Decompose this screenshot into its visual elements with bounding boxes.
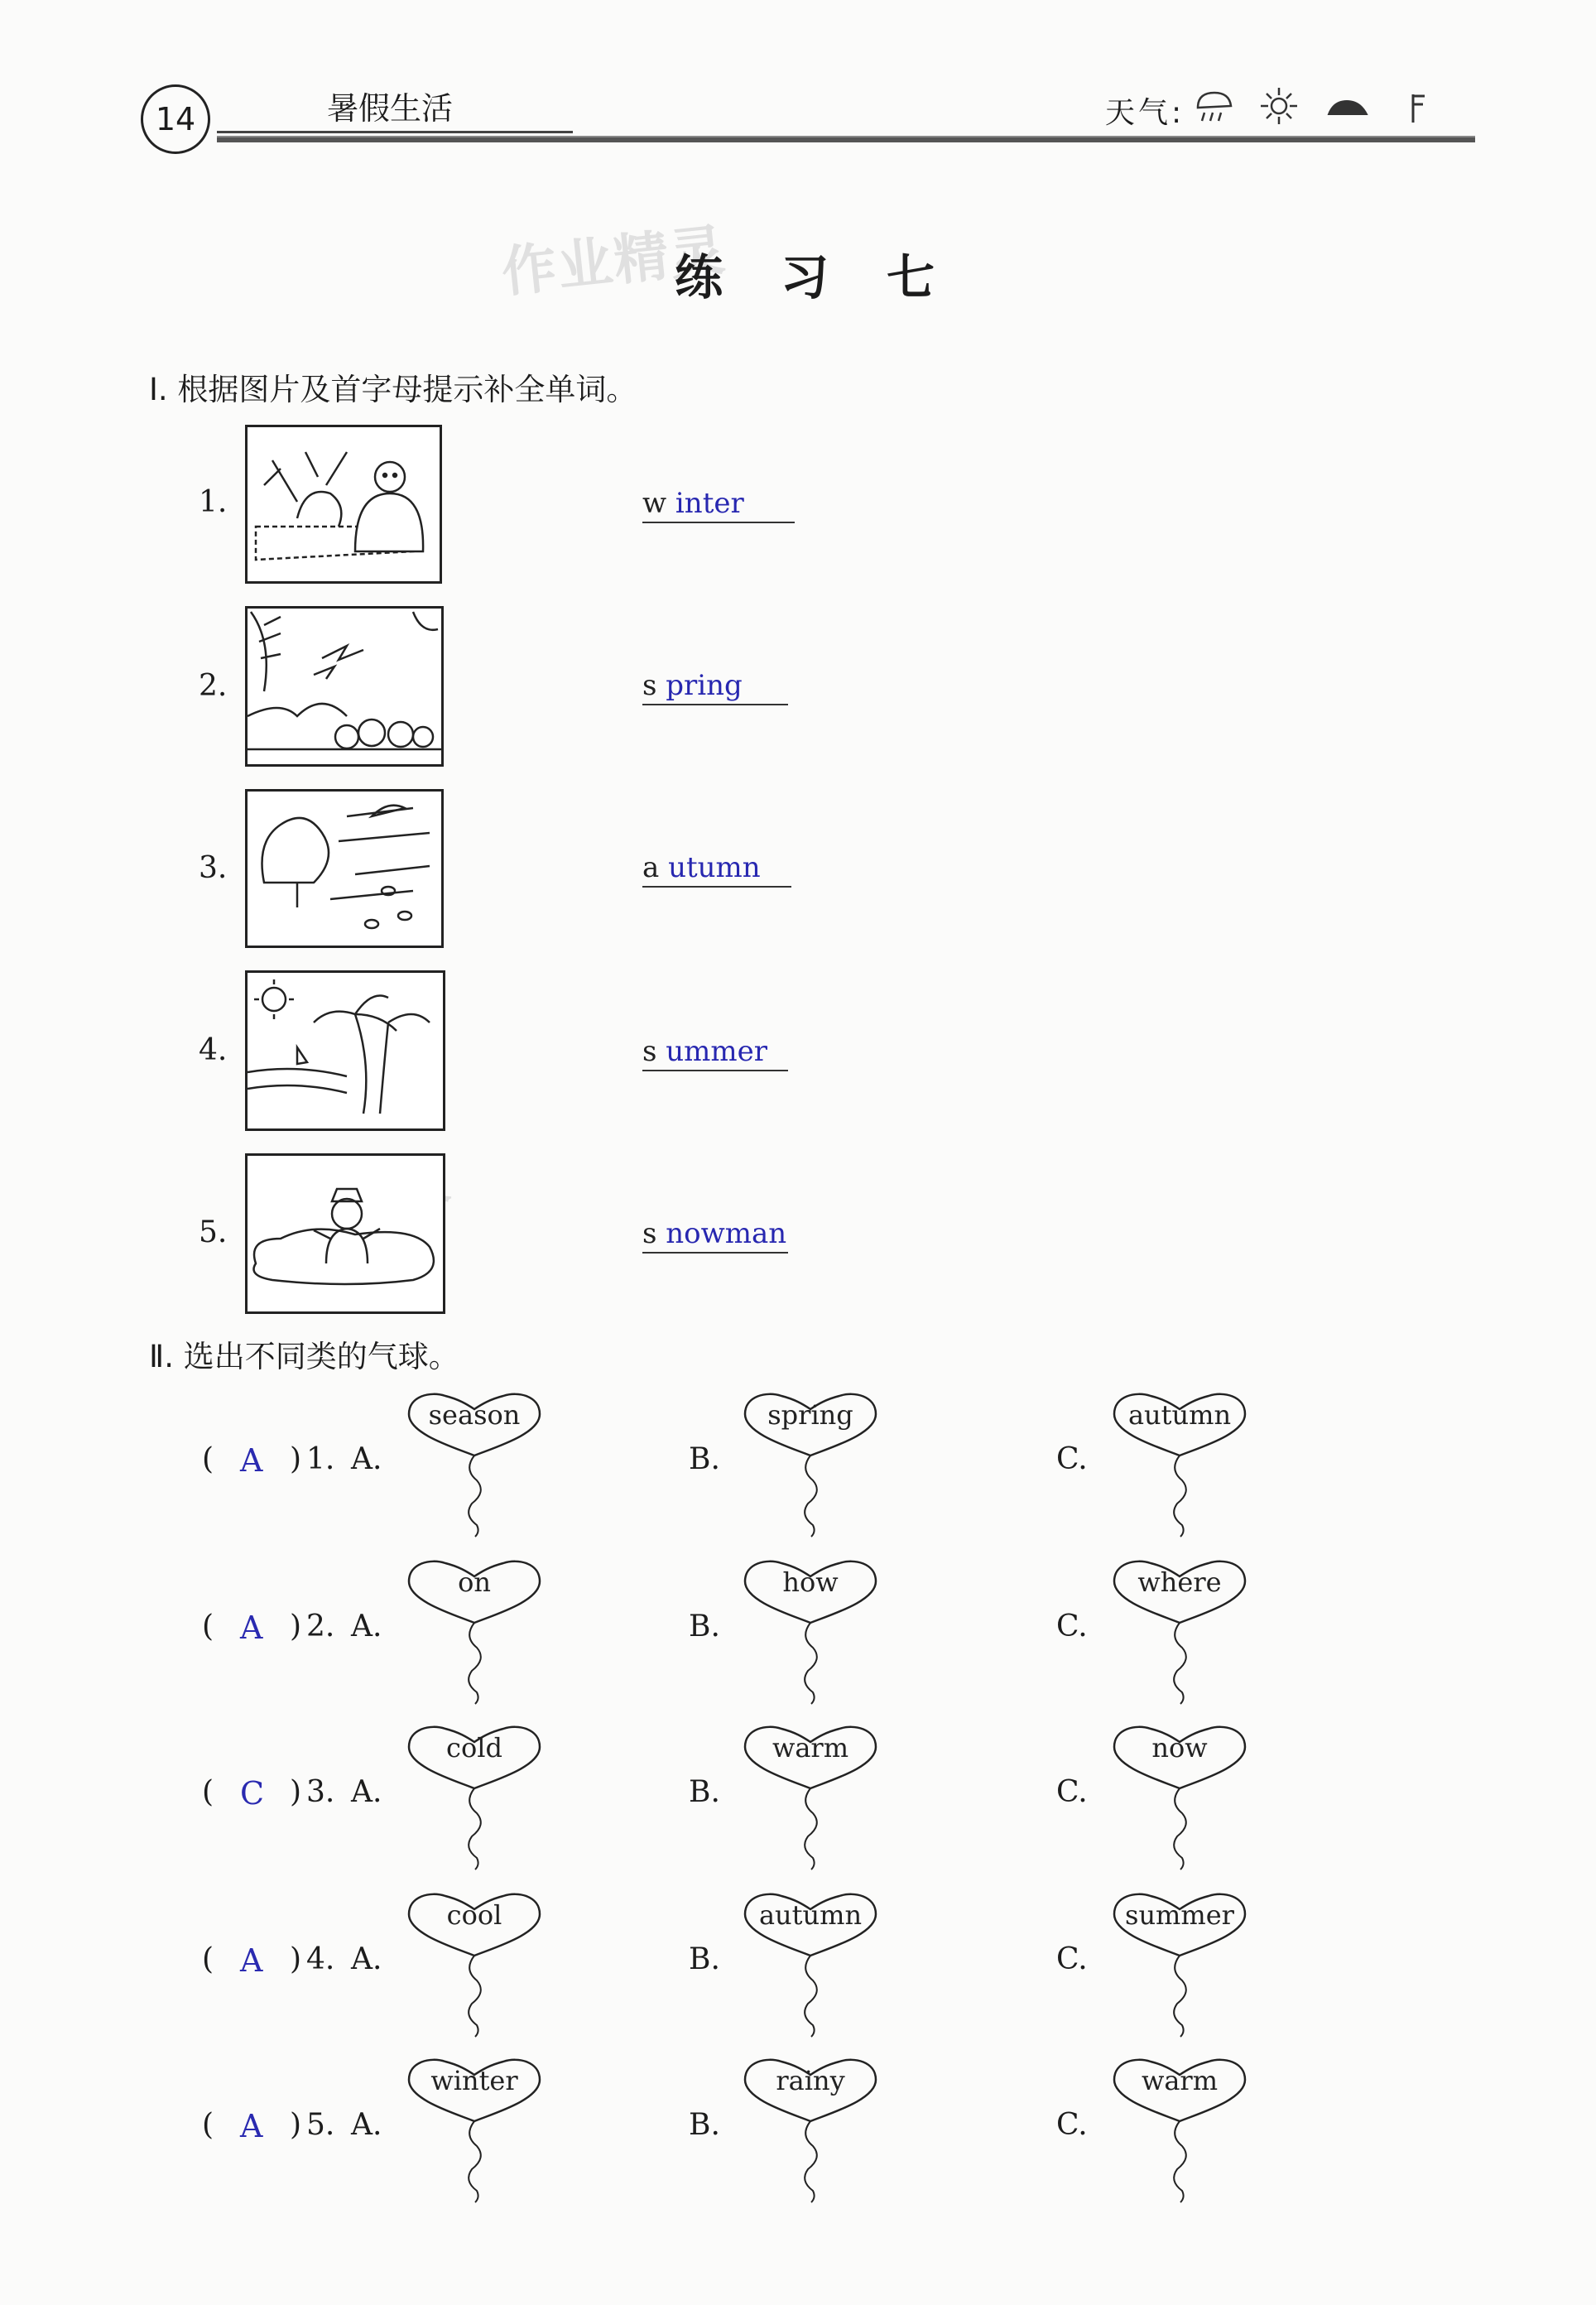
option-label: B. (689, 2108, 720, 2142)
question-number: 5. (306, 2108, 335, 2142)
option-label: B. (689, 1942, 720, 1976)
snowman-picture (245, 1153, 445, 1314)
filled-word: nowman (666, 1217, 787, 1250)
option-label: B. (689, 1775, 720, 1809)
balloon (1109, 1891, 1250, 2040)
balloon (1109, 1558, 1250, 1707)
answer-3 (642, 851, 761, 884)
filled-word: inter (675, 487, 744, 520)
balloon (740, 1558, 881, 1707)
wind-icon (1413, 94, 1425, 123)
balloon-string (469, 1623, 481, 1704)
open-paren: ( (202, 1610, 214, 1643)
first-letter: s (642, 1035, 657, 1068)
balloon-string (1174, 1788, 1186, 1870)
balloon-word: rainy (776, 2065, 845, 2096)
balloon-word: season (428, 1399, 521, 1431)
option-label: B. (689, 1442, 720, 1476)
first-letter: w (642, 487, 667, 520)
balloon (404, 1724, 545, 1873)
balloon-string (805, 1456, 817, 1537)
section-2-heading: Ⅱ. 选出不同类的气球。 (149, 1339, 459, 1374)
cloud-icon (1329, 101, 1367, 114)
item-number: 4. (199, 1033, 228, 1067)
item-number: 1. (199, 485, 228, 519)
balloon-string (1174, 1956, 1186, 2037)
open-paren: ( (202, 2108, 214, 2142)
balloon-string (469, 2121, 481, 2202)
balloon-string (805, 1623, 817, 1704)
balloon-word: warm (1141, 2065, 1219, 2096)
question-number: 1. (306, 1442, 335, 1476)
autumn-picture (245, 789, 444, 948)
option-label: C. (1056, 1610, 1088, 1643)
item-number: 3. (199, 851, 228, 885)
balloon-word: spring (767, 1399, 853, 1431)
rain-icon (1198, 93, 1231, 121)
header-rule (217, 136, 1475, 142)
sun-icon (1261, 88, 1297, 124)
balloon-word: cool (446, 1899, 502, 1931)
spring-picture (245, 606, 444, 767)
answer-5 (642, 1217, 786, 1250)
answer-2 (642, 669, 743, 702)
first-letter: s (642, 669, 657, 702)
balloon (1109, 2057, 1250, 2206)
option-label: B. (689, 1610, 720, 1643)
answer-letter: A (240, 1442, 263, 1479)
option-label: C. (1056, 2108, 1088, 2142)
close-paren: ) (290, 2108, 302, 2142)
balloon-string (1174, 1456, 1186, 1537)
filled-word: pring (666, 669, 743, 702)
header-rule-short (217, 131, 573, 133)
balloon-string (805, 2121, 817, 2202)
question-number: 4. (306, 1942, 335, 1976)
option-label: C. (1056, 1942, 1088, 1976)
balloon-string (805, 1956, 817, 2037)
balloon (404, 1891, 545, 2040)
answer-letter: C (240, 1775, 265, 1812)
option-label: A. (351, 1442, 382, 1476)
first-letter: a (642, 851, 660, 884)
watermark: 作业精灵 (498, 217, 729, 305)
balloon-word: on (458, 1566, 491, 1598)
balloon-string (1174, 2121, 1186, 2202)
balloon-string (1174, 1623, 1186, 1704)
weather-label: 天气: (1105, 96, 1185, 130)
balloon (740, 1391, 881, 1540)
open-paren: ( (202, 1442, 214, 1476)
option-label: A. (351, 1775, 382, 1809)
close-paren: ) (290, 1610, 302, 1643)
balloon (740, 1891, 881, 2040)
answer-line (642, 522, 795, 523)
filled-word: utumn (668, 851, 761, 884)
balloon-string (469, 1956, 481, 2037)
item-number: 5. (199, 1215, 228, 1249)
answer-letter: A (240, 1942, 263, 1979)
close-paren: ) (290, 1442, 302, 1476)
close-paren: ) (290, 1942, 302, 1976)
balloon (1109, 1391, 1250, 1540)
balloon (1109, 1724, 1250, 1873)
balloon (404, 2057, 545, 2206)
balloon-word: winter (430, 2065, 518, 2096)
question-number: 2. (306, 1610, 335, 1643)
filled-word: ummer (666, 1035, 768, 1068)
balloon-word: how (782, 1566, 839, 1598)
balloon-word: summer (1125, 1899, 1234, 1931)
balloon-string (469, 1788, 481, 1870)
first-letter: s (642, 1217, 657, 1250)
balloon-word: now (1151, 1732, 1208, 1764)
option-label: C. (1056, 1775, 1088, 1809)
running-title: 暑假生活 (327, 90, 454, 127)
answer-line (642, 886, 791, 888)
balloon-word: warm (772, 1732, 849, 1764)
weather-icons (1196, 86, 1469, 129)
summer-picture (245, 970, 445, 1131)
answer-line (642, 704, 788, 705)
answer-letter: A (240, 1610, 263, 1646)
option-label: C. (1056, 1442, 1088, 1476)
balloon-word: autumn (1127, 1399, 1232, 1431)
option-label: A. (351, 1942, 382, 1976)
balloon-word: where (1137, 1566, 1222, 1598)
balloon (740, 2057, 881, 2206)
balloon-word: autumn (758, 1899, 863, 1931)
question-number: 3. (306, 1775, 335, 1809)
balloon-string (469, 1456, 481, 1537)
open-paren: ( (202, 1775, 214, 1809)
close-paren: ) (290, 1775, 302, 1809)
balloon (404, 1558, 545, 1707)
exercise-title: 练习七 (675, 249, 993, 306)
watermark: 作业精灵 (244, 1151, 455, 1230)
open-paren: ( (202, 1942, 214, 1976)
item-number: 2. (199, 669, 228, 703)
option-label: A. (351, 1610, 382, 1643)
balloon (404, 1391, 545, 1540)
answer-line (642, 1252, 788, 1254)
answer-line (642, 1070, 788, 1071)
answer-1 (642, 487, 744, 520)
answer-4 (642, 1035, 767, 1068)
section-1-heading: Ⅰ. 根据图片及首字母提示补全单词。 (149, 372, 637, 407)
balloon-string (805, 1788, 817, 1870)
winter-picture (245, 425, 442, 584)
answer-letter: A (240, 2108, 263, 2144)
page-number: 14 (141, 84, 210, 154)
balloon (740, 1724, 881, 1873)
balloon-word: cold (446, 1732, 502, 1764)
option-label: A. (351, 2108, 382, 2142)
